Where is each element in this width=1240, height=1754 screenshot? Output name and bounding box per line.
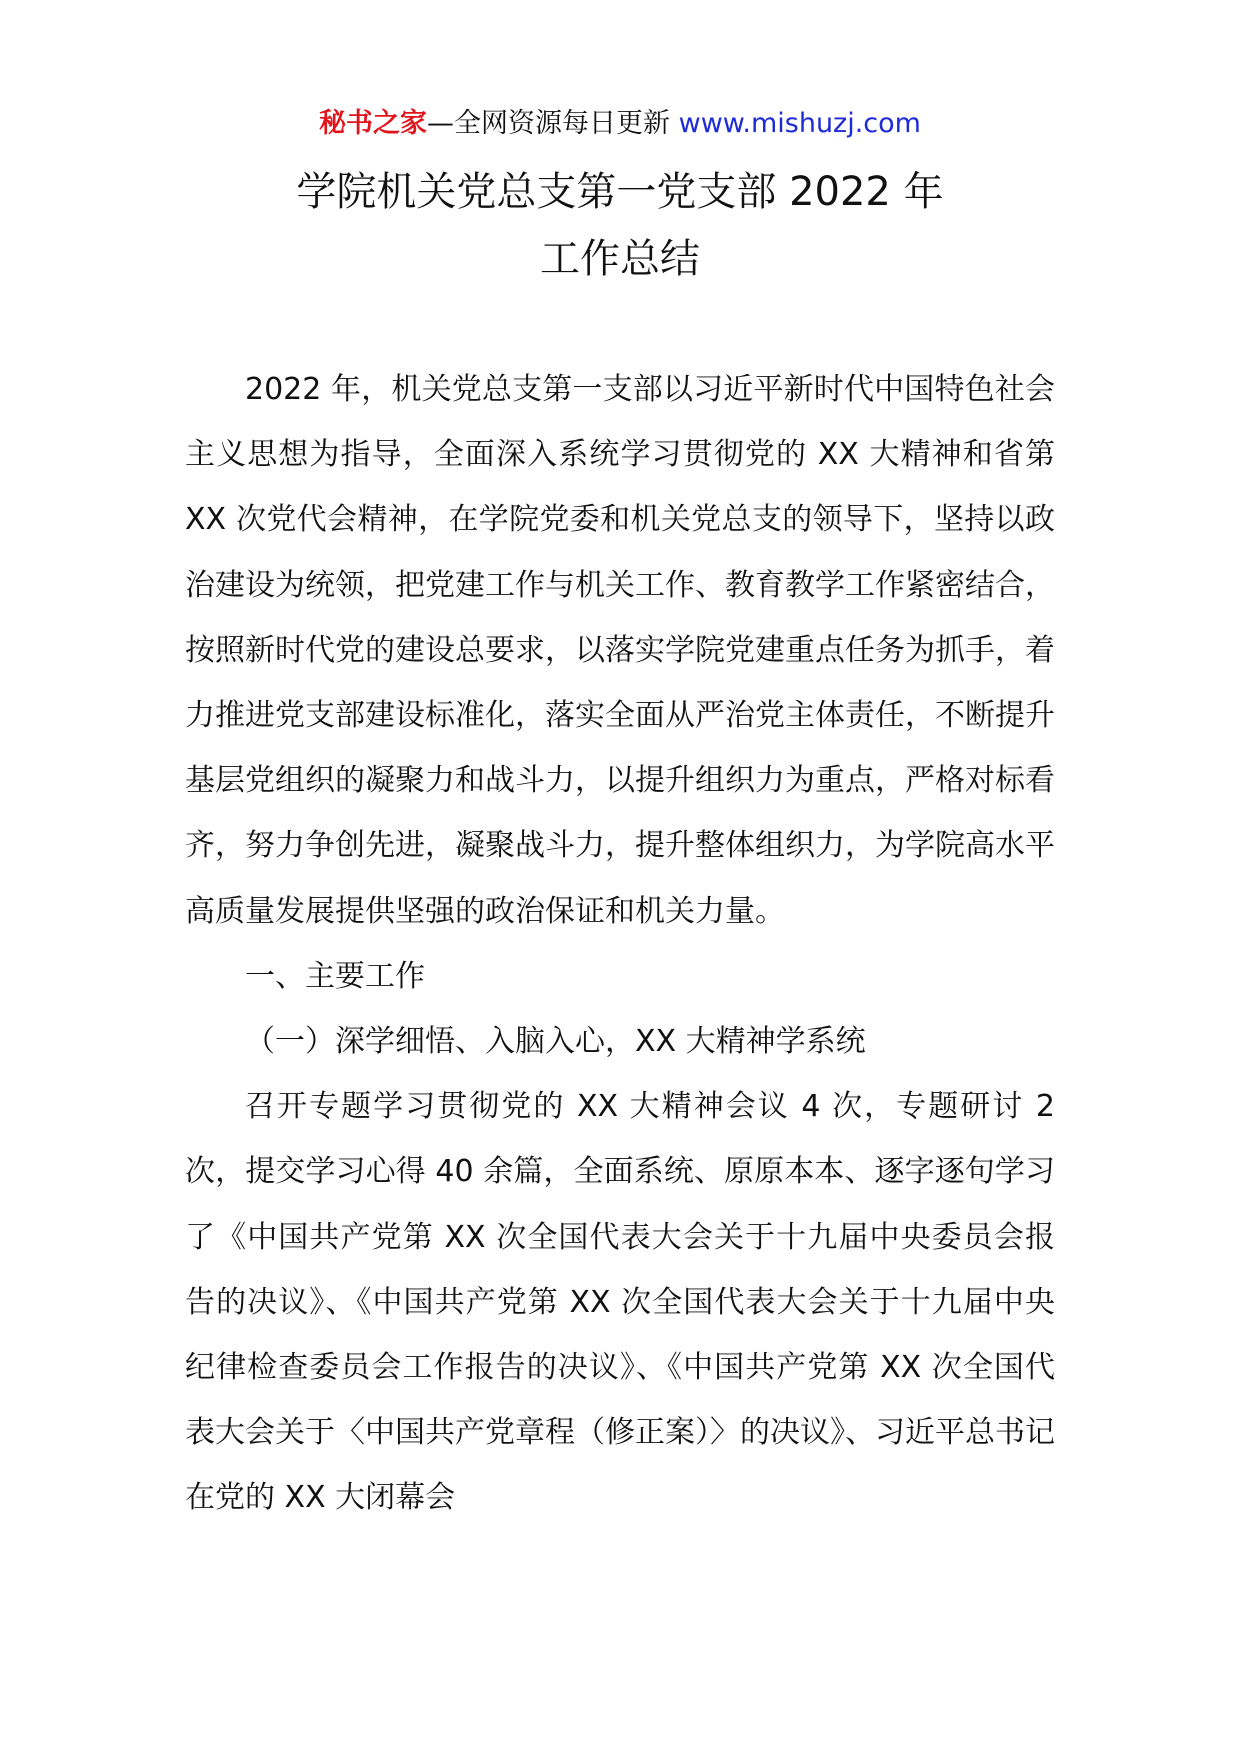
document-body — [185, 357, 1055, 1531]
section-heading-main-work: 一、主要工作 — [245, 958, 425, 994]
subsection-heading-1: （一）深学细悟、入脑入心，XX 大精神学系统 — [245, 1024, 866, 1060]
document-title-line-1: 学院机关党总支第一党支部 2022 年 — [296, 169, 944, 215]
document-title-line-2: 工作总结 — [540, 236, 700, 282]
site-url-link[interactable]: www.mishuzj.com — [678, 108, 921, 139]
header-tagline: —全网资源每日更新 — [427, 108, 671, 139]
site-header — [0, 104, 1240, 144]
study-paragraph: 召开专题学习贯彻党的 XX 大精神会议 4 次，专题研讨 2 次，提交学习心得 40 余篇，全面系统、原原本本、逐字逐句学习了《中国共产党第 XX 次全国代表大会关于十九届中央委员会报告的决议》、《中国共产党第 XX 次全国代表大会关于十九届中央纪律检查委员会工作报告的决议》、《中国共产党第 XX 次全国代表大会关于〈中国共产党章程（修正案）〉的决议》、习近平总书记在党的 XX 大闭幕会 — [185, 1089, 1055, 1516]
intro-paragraph: 2022 年，机关党总支第一支部以习近平新时代中国特色社会主义思想为指导，全面深入系统学习贯彻党的 XX 大精神和省第 XX 次党代会精神，在学院党委和机关党总支的领导下，坚持以政治建设为统领，把党建工作与机关工作、教育教学工作紧密结合，按照新时代党的建设总要求，以落实学院党建重点任务为抓手，着力推进党支部建设标准化，落实全面从严治党主体责任，不断提升基层党组织的凝聚力和战斗力，以提升组织力为重点，严格对标看齐，努力争创先进，凝聚战斗力，提升整体组织力，为学院高水平高质量发展提供坚强的政治保证和机关力量。 — [185, 372, 1055, 929]
brand-name: 秘书之家 — [319, 108, 428, 139]
